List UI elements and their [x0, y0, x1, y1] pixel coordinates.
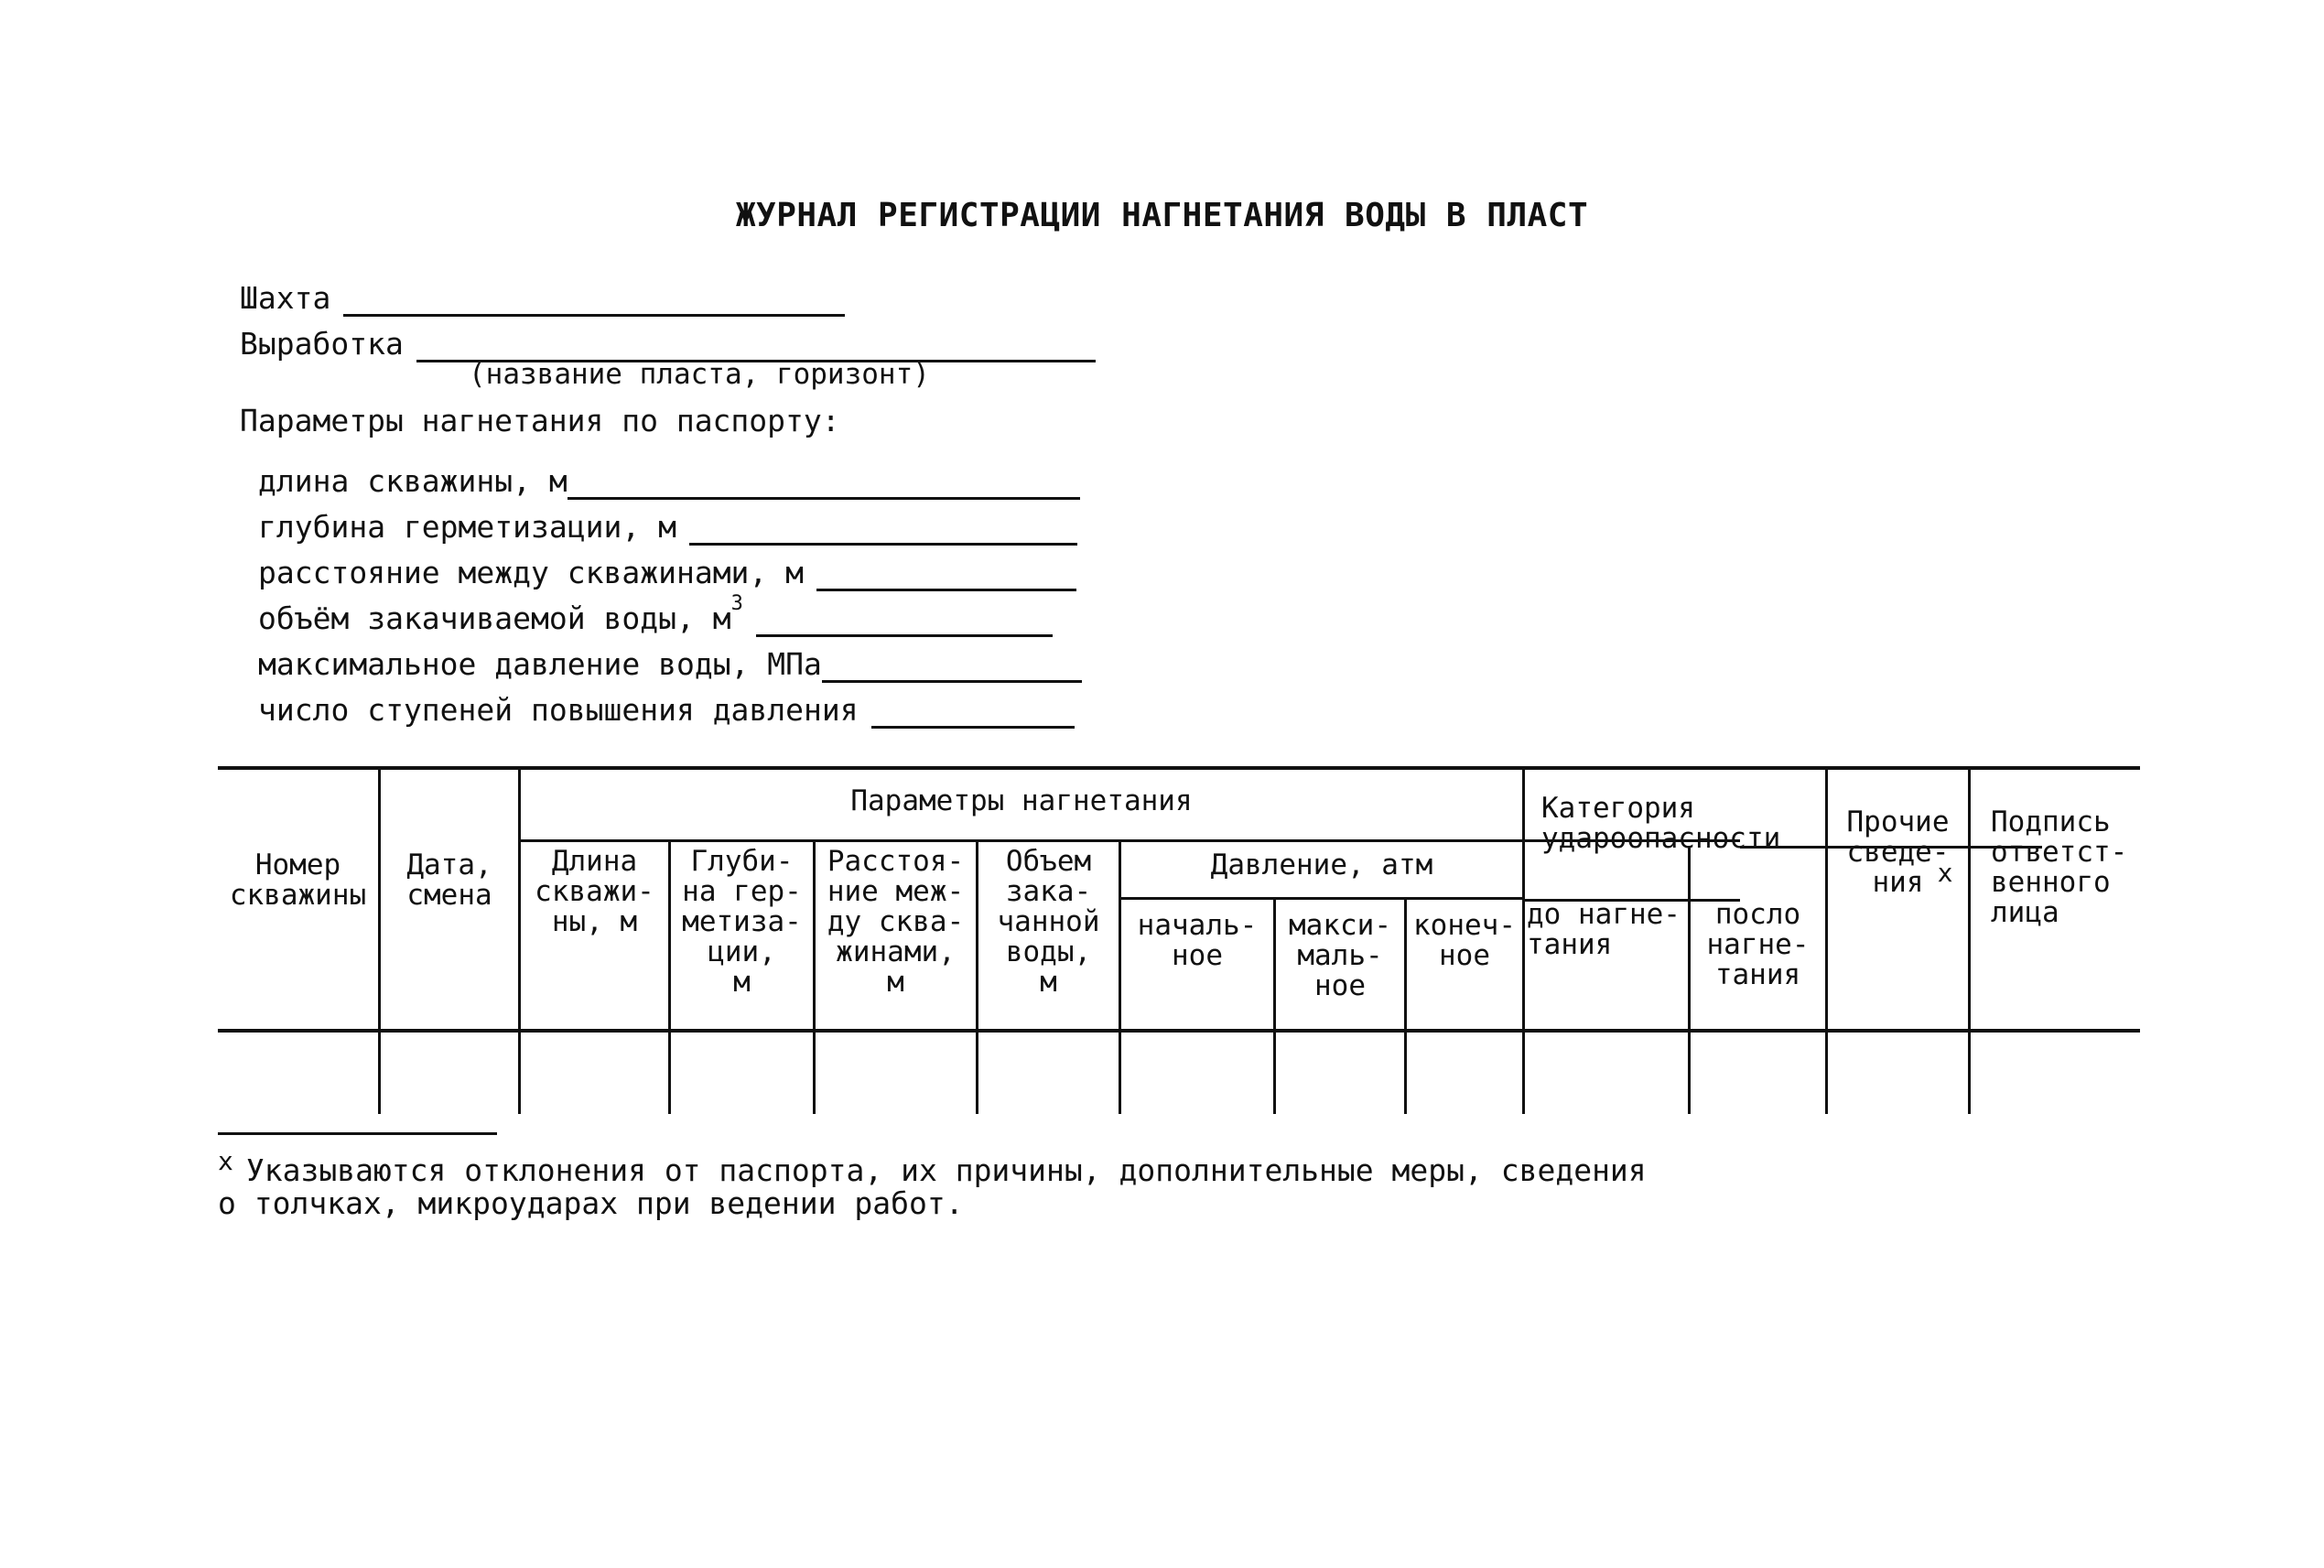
header-other-info-mark: х [1937, 858, 1953, 888]
header-well-length: Длина скважи- ны, м [535, 845, 654, 938]
well-length-label: длина скважины, м [258, 463, 567, 499]
well-spacing-field [258, 555, 1076, 591]
mine-field [240, 280, 845, 317]
injection-log-table [218, 766, 2140, 1114]
max-pressure-label: максимальное давление воды, МПа [258, 646, 822, 682]
header-well-spacing: Расстоя- ние меж- ду сква- жинами, м [827, 845, 965, 999]
water-volume-label: объём закачиваемой воды, м [258, 600, 731, 636]
well-length-input-line[interactable] [567, 466, 1080, 500]
header-pressure-group: Давление, атм [1210, 849, 1433, 881]
header-well-number: Номер скважины [229, 849, 367, 912]
col-divider-6 [1119, 839, 1121, 1114]
header-pressure-max: макси- маль- ное [1289, 909, 1391, 1002]
working-field [240, 326, 1096, 362]
header-injection-params: Параметры нагнетания [850, 784, 1193, 817]
page-title: ЖУРНАЛ РЕГИСТРАЦИИ НАГНЕТАНИЯ ВОДЫ В ПЛАСТ [735, 197, 1589, 234]
col-divider-2 [518, 766, 521, 1114]
seal-depth-input-line[interactable] [689, 512, 1077, 546]
header-other-info: Прочие сведе- ния [1846, 806, 1950, 899]
header-bottom-border [218, 1029, 2140, 1033]
water-volume-superscript: 3 [730, 592, 743, 615]
header-before-injection: до нагне- тания [1527, 898, 1681, 961]
water-volume-input-line[interactable] [756, 603, 1053, 637]
header-seal-depth: Глуби- на гер- метиза- ции, м [682, 845, 802, 999]
pressure-steps-field [258, 692, 1075, 729]
pressure-steps-label: число ступеней повышения давления [258, 692, 859, 728]
well-length-field [258, 463, 1080, 500]
params-heading: Параметры нагнетания по паспорту: [240, 403, 840, 438]
header-pressure-final: конеч- ное [1413, 909, 1516, 972]
header-burst-category: Категория удароопасности [1541, 792, 1781, 855]
footnote-line-1: Указываются отклонения от паспорта, их причины, дополнительные меры, сведения [245, 1152, 1647, 1188]
table-top-border [218, 766, 2140, 770]
pressure-steps-input-line[interactable] [871, 695, 1075, 729]
mine-input-line[interactable] [343, 283, 845, 317]
working-hint: (название пласта, горизонт) [469, 358, 930, 391]
working-label: Выработка [240, 326, 404, 362]
seal-depth-field [258, 509, 1077, 546]
max-pressure-input-line[interactable] [822, 649, 1082, 683]
footnote-rule [218, 1132, 497, 1135]
pressure-subheader-divider [1119, 897, 1523, 900]
header-after-injection: посло нагне- тания [1706, 898, 1810, 991]
footnote-line-2: о толчках, микроударах при ведении работ. [218, 1185, 964, 1221]
header-date-shift: Дата, смена [406, 849, 492, 912]
header-signature: Подпись ответст- венного лица [1991, 806, 2128, 929]
header-water-volume: Объем зака- чанной воды, м [997, 845, 1100, 999]
water-volume-field [258, 592, 1053, 637]
well-spacing-label: расстояние между скважинами, м [258, 555, 805, 590]
well-spacing-input-line[interactable] [816, 557, 1076, 591]
mine-label: Шахта [240, 280, 331, 316]
footnote-mark: х [218, 1146, 233, 1176]
footnote [218, 1146, 1647, 1221]
header-pressure-initial: началь- ное [1137, 909, 1258, 972]
seal-depth-label: глубина герметизации, м [258, 509, 676, 545]
col-divider-1 [378, 766, 381, 1114]
max-pressure-field [258, 646, 1082, 683]
